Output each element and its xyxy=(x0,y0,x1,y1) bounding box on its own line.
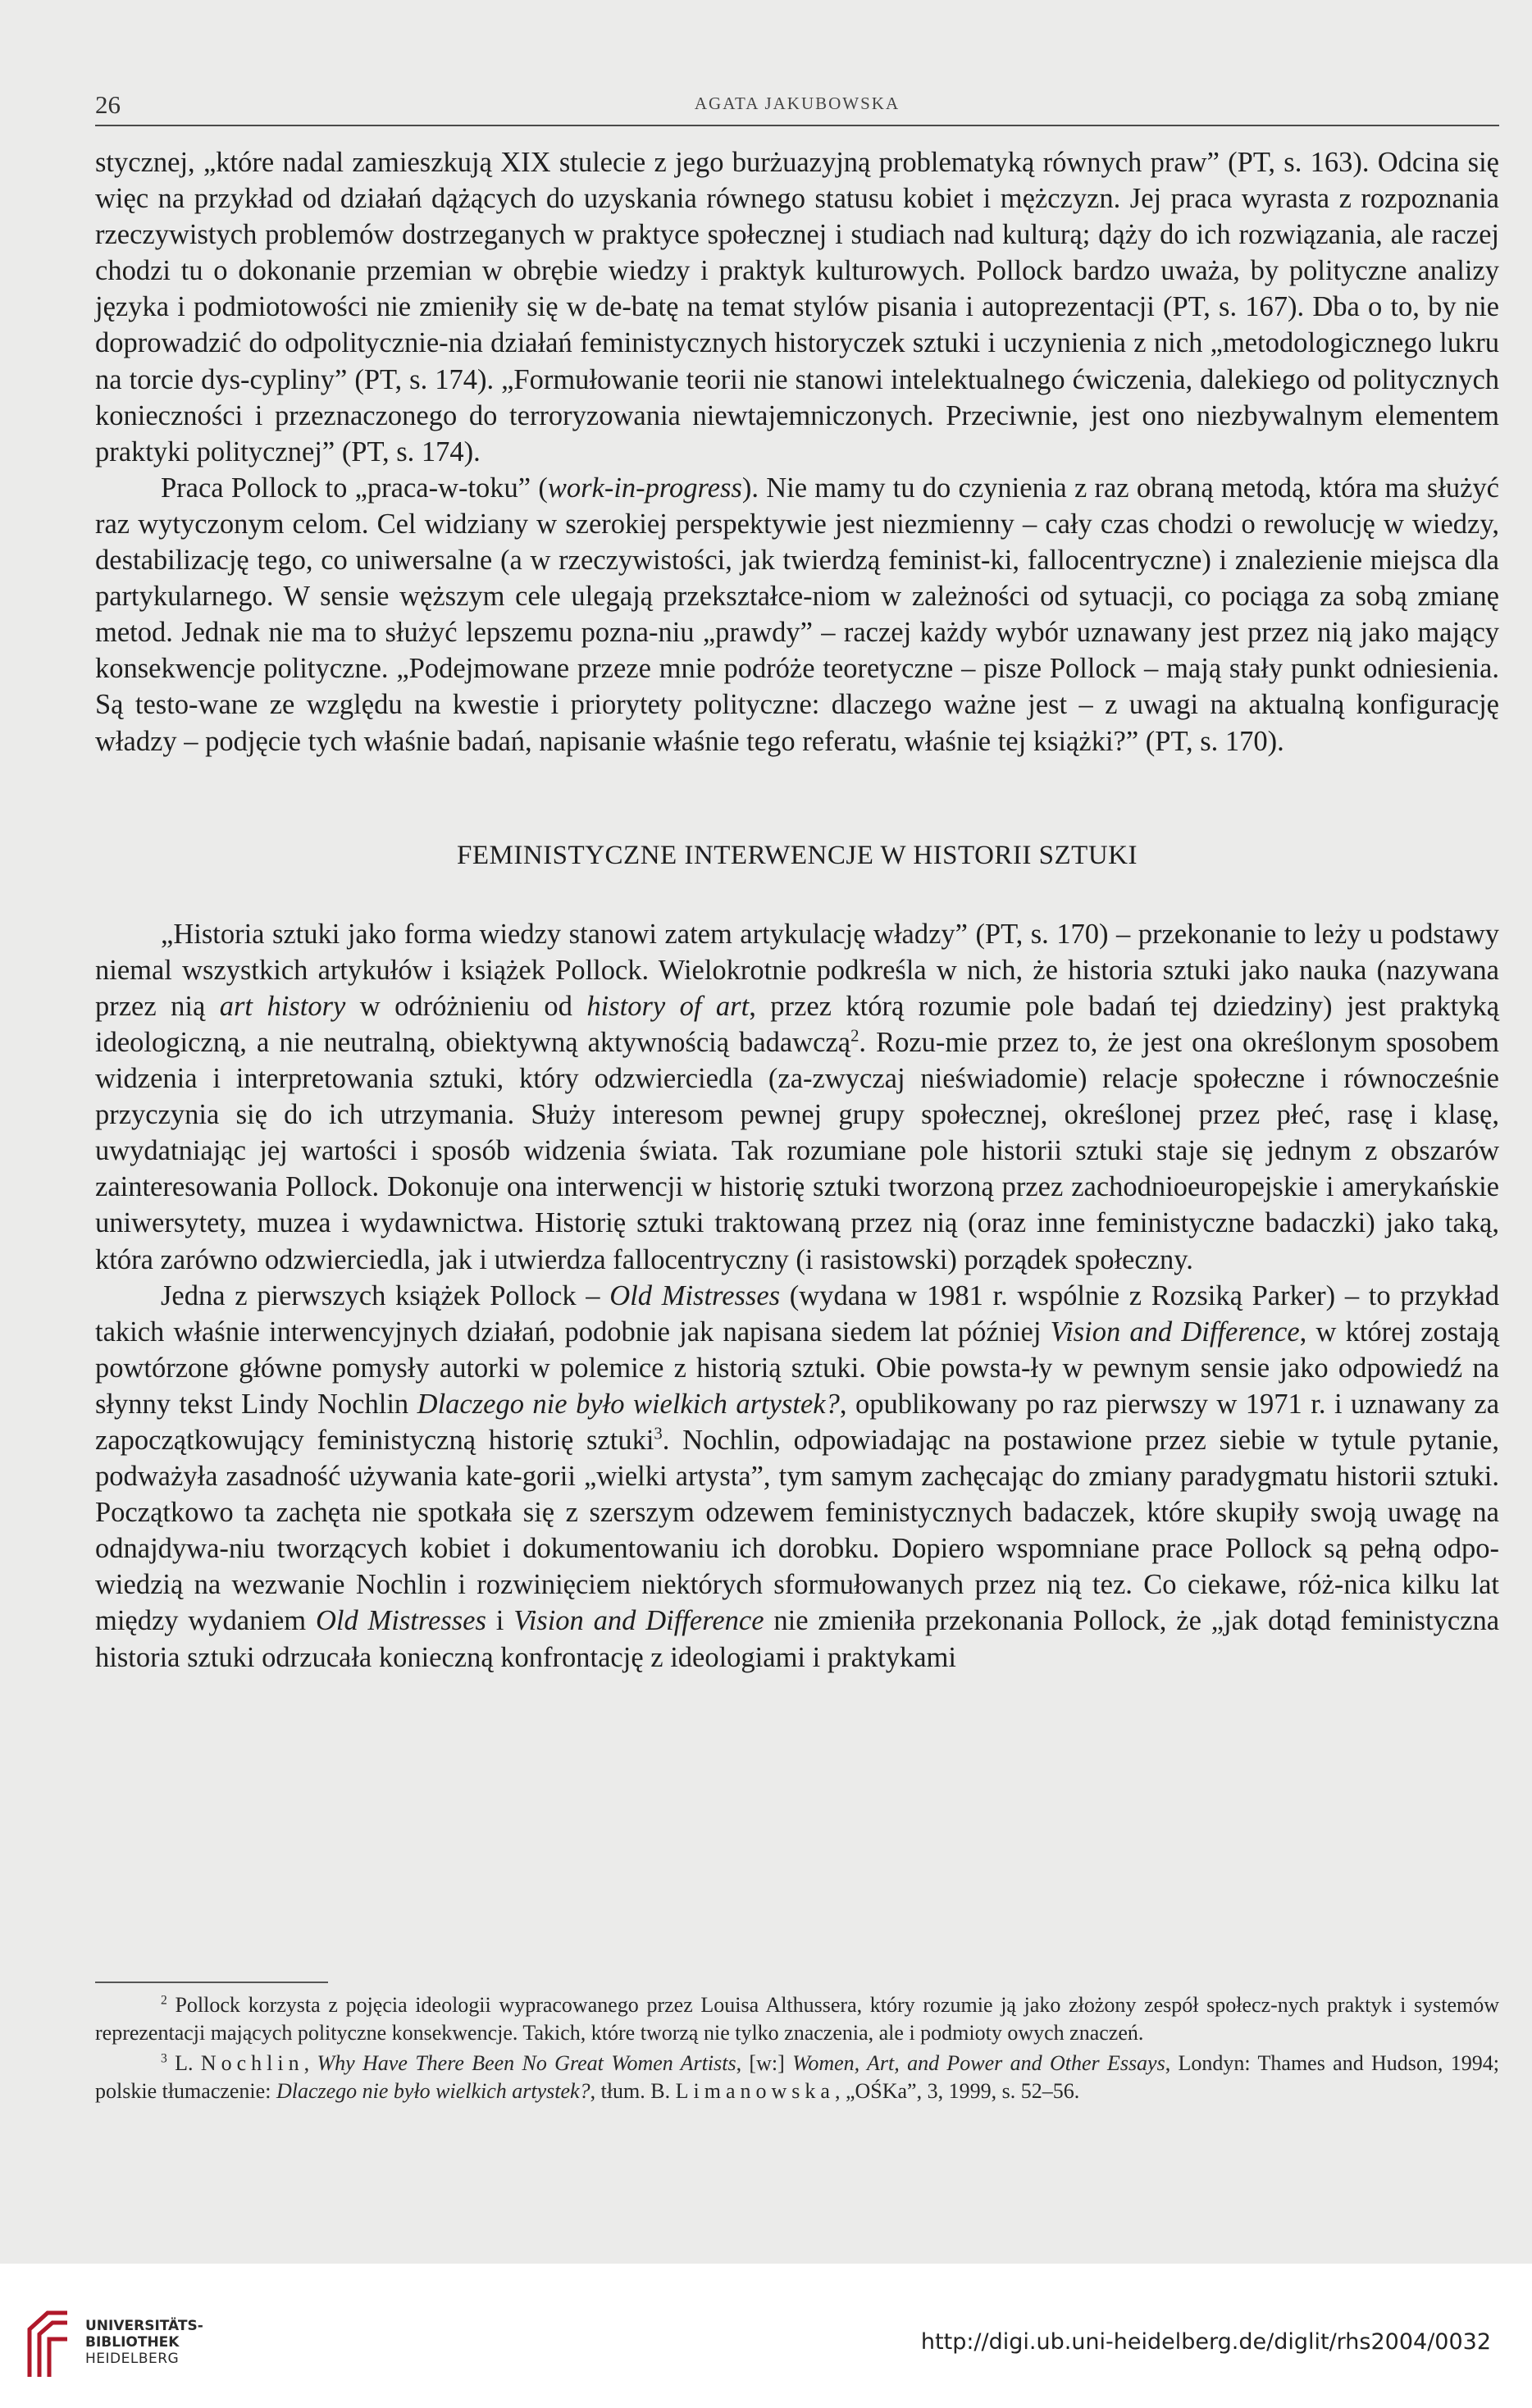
footnote-3 xyxy=(95,2050,1499,2105)
section-heading: FEMINISTYCZNE INTERWENCJE W HISTORII SZTUKI xyxy=(457,840,1138,870)
paragraph-2-text-d: niom w zależności od sytuacji, co pociąga za sobą zmianę metod. Jednak nie ma to służyć lepszemu pozna- xyxy=(95,581,1499,649)
library-name xyxy=(85,2318,203,2367)
paragraph-3 xyxy=(95,916,1499,1278)
paragraph-2-text-e: niu „prawdy” – raczej każdy wybór uznawany jest przez nią jako mający konsekwencje polityczne. „Podejmowane przeze mnie podróże teoretyczne – pisze Pollock – mają stały punkt odniesienia. Są testo- xyxy=(95,617,1500,721)
paragraph-3-text-d: . Rozu- xyxy=(859,1026,946,1058)
paragraph-4-text-c: , w której zostają powtórzone główne pomysły autorki w polemice z historią sztuki. Obie powsta- xyxy=(95,1316,1500,1384)
paragraph-4-text-b: (wydana w 1981 r. wspólnie z Rozsiką Parker) – to przykład takich właśnie interwencyjnych działań, podobnie jak napisana siedem lat później xyxy=(95,1279,1500,1348)
paragraph-4-text-g: gorii „wielki artysta”, tym samym zachęcając do zmiany paradygmatu historii sztuki. Początkowo ta zachęta nie spotkała się z szerszym odzewem feministycznych badaczek, które skupiły swoją uwagę na odnajdywa- xyxy=(95,1461,1499,1565)
footnote-3-author: Nochlin xyxy=(200,2051,304,2076)
footnote-3-text-d: , Londyn: Thames and Hudson, 1994; polskie tłumaczenie: xyxy=(95,2051,1499,2103)
digitization-footer xyxy=(0,2264,1532,2408)
paragraph-4-text-a: Jedna z pierwszych książek Pollock – xyxy=(161,1279,610,1311)
paragraph-2-text-b: ). Nie mamy tu do czynienia z raz obraną metodą, która ma służyć raz wytyczonym celom. Cel widziany w szerokiej perspektywie jest niezmienny – cały czas chodzi o rewolucję w wiedzy, destabilizację tego, co uniwersalne (a w rzeczywistości, jak twierdzą feminist- xyxy=(95,472,1499,577)
footnote-3-translator: Limanowska xyxy=(675,2078,835,2103)
paragraph-4-italic-old-mistresses-2: Old Mistresses xyxy=(315,1605,486,1637)
paragraph-4-text-k: i xyxy=(486,1605,514,1637)
library-name-line-1: UNIVERSITÄTS- xyxy=(85,2318,203,2334)
paragraph-3-text-b: w odróżnieniu od xyxy=(345,990,587,1022)
paragraph-4-text-d: ły w pewnym sensie jako odpowiedź na słynny tekst Lindy Nochlin xyxy=(95,1352,1499,1420)
paragraph-4-italic-vision-and-difference-2: Vision and Difference xyxy=(513,1605,764,1637)
paragraph-1-text-a: stycznej, „które nadal zamieszkują XIX stulecie z jego burżuazyjną problematyką równych praw” (PT, s. 163). Odcina się więc na przykład od działań dążących do uzyskania równego statusu kobiet i mężczyzn. Jej praca wyrasta z rozpoznania rzeczywistych problemów dostrzeganych w praktyce społecznej i studiach nad kulturą; dąży do ich rozwiązania, ale raczej chodzi tu o dokonanie przemian w obrębie wiedzy i praktyk kulturowych. Pollock bardzo uważa, by polityczne analizy języka i podmiotowości nie zmieniły się w de- xyxy=(95,147,1499,323)
paragraph-1-text-c: nia działań feministycznych historyczek sztuki i uczynienia z nich „metodologicznego lukru na torcie dys- xyxy=(95,327,1499,395)
paragraph-4-text-l: nie zmieniła przekonania Pollock, że „jak dotąd feministyczna historia sztuki odrzucała konieczną konfrontację z ideologiami i praktykami xyxy=(95,1605,1500,1673)
paragraph-1 xyxy=(95,144,1499,470)
footnote-3-text-b: , xyxy=(303,2051,317,2076)
footnote-divider xyxy=(95,1982,328,1983)
running-head: AGATA JAKUBOWSKA xyxy=(694,93,901,113)
footnotes xyxy=(95,1991,1499,2108)
library-name-line-3: HEIDELBERG xyxy=(85,2351,180,2367)
footnote-3-marker: 3 xyxy=(161,2051,167,2066)
footnote-3-text-c: , [w:] xyxy=(736,2051,793,2076)
footnote-ref-2[interactable]: 2 xyxy=(850,1027,859,1046)
footnote-3-text-e: , tłum. B. xyxy=(590,2078,676,2103)
footnote-3-italic-polish-title: Dlaczego nie było wielkich artystek? xyxy=(276,2078,590,2103)
library-name-line-2: BIBLIOTHEK xyxy=(85,2334,180,2351)
paragraph-4-italic-vision-and-difference: Vision and Difference xyxy=(1050,1316,1300,1348)
paragraph-4-text-h: niu tworzących kobiet i dokumentowaniu ich dorobku. Dopiero wspomniane prace Pollock są pełną odpo- xyxy=(228,1533,1499,1565)
paragraph-4-text-e: , opublikowany po raz pierwszy w 1971 r. i uznawany za zapoczątkowujący feministyczną historię sztuki xyxy=(95,1388,1500,1456)
paragraph-4-text-f: . Nochlin, odpowiadając na postawione przez siebie w tytule pytanie, podważyła zasadność używania kate- xyxy=(95,1425,1499,1493)
footnote-2-text-a: Pollock korzysta z pojęcia ideologii wypracowanego przez Louisa Althussera, który rozumie ją jako złożony zespół społecz- xyxy=(166,1993,1278,2017)
footnote-2-marker: 2 xyxy=(161,1993,167,2008)
footnote-ref-3[interactable]: 3 xyxy=(654,1425,663,1443)
digitization-url-link[interactable]: http://digi.ub.uni-heidelberg.de/diglit/rhs2004/0032 xyxy=(920,2329,1491,2355)
paragraph-3-italic-art-history: art history xyxy=(219,990,346,1022)
footnote-2 xyxy=(95,1991,1499,2046)
paragraph-3-text-e: mie przez to, że jest ona określonym sposobem widzenia i interpretowania sztuki, który odzwierciedla (za- xyxy=(95,1026,1499,1095)
paragraph-4-text-j: nica kilku lat między wydaniem xyxy=(95,1569,1499,1637)
page-header xyxy=(95,89,1499,126)
paragraph-1-text-b: batę na temat stylów pisania i autoprezentacji (PT, s. 167). Dba o to, by nie doprowadzić do odpolitycznie- xyxy=(95,291,1499,359)
page-number: 26 xyxy=(95,90,121,119)
paragraph-4-italic-nochlin-title: Dlaczego nie było wielkich artystek? xyxy=(417,1388,840,1420)
paragraph-3-italic-history-of-art: history of art xyxy=(586,990,750,1022)
footnote-3-text-f: , „OŚKa”, 3, 1999, s. 52–56. xyxy=(834,2078,1080,2103)
paragraph-2-text-f: wane ze względu na kwestie i priorytety polityczne: dlaczego ważne jest – z uwagi na aktualną konfigurację władzy – podjęcie tych właśnie badań, napisanie właśnie tego referatu, właśnie tej książki?” (PT, s. 170). xyxy=(95,689,1499,757)
paragraph-3-text-c: , przez którą rozumie pole badań tej dziedziny) jest praktyką ideologiczną, a nie neutralną, obiektywną aktywnością badawczą xyxy=(95,990,1500,1058)
paragraph-2 xyxy=(95,470,1499,759)
paragraph-4-italic-old-mistresses: Old Mistresses xyxy=(609,1279,781,1311)
article-body xyxy=(95,144,1499,1676)
footnote-3-italic-title: Why Have There Been No Great Women Artists xyxy=(317,2051,736,2076)
paragraph-4 xyxy=(95,1278,1499,1676)
paragraph-2-text-a: Praca Pollock to „praca-w-toku” ( xyxy=(161,472,548,504)
heidelberg-library-logo-icon[interactable] xyxy=(23,2306,74,2378)
footnote-2-text-b: nych praktyk i systemów reprezentacji mających polityczne konsekwencje. Takich, które tworzą nie tylko znaczenia, ale i podmioty owych znaczeń. xyxy=(95,1993,1500,2045)
footnote-3-italic-book: Women, Art, and Power and Other Essays xyxy=(792,2051,1165,2076)
paragraph-2-text-c: ki, fallocentryczne) i znalezienie miejsca dla partykularnego. W sensie węższym cele ulegają przekształce- xyxy=(95,545,1499,613)
paragraph-4-text-i: wiedzią na wezwanie Nochlin i rozwinięciem niektórych sformułowanych przez nią tez. Co ciekawe, róż- xyxy=(95,1569,1344,1601)
paragraph-2-italic-work-in-progress: work-in-progress xyxy=(547,472,742,504)
paragraph-3-text-a: „Historia sztuki jako forma wiedzy stanowi zatem artykulację władzy” (PT, s. 170) – przekonanie to leży u podstawy niemal wszystkich artykułów i książek Pollock. Wielokrotnie podkreśla w nich, że historia sztuki jako nauka (nazywana przez nią xyxy=(95,918,1499,1022)
paragraph-1-text-d: cypliny” (PT, s. 174). „Formułowanie teorii nie stanowi intelektualnego ćwiczenia, dalekiego od politycznych konieczności i przeznaczonego do terroryzowania niewtajemniczonych. Przeciwnie, jest ono niezbywalnym elementem praktyki politycznej” (PT, s. 174). xyxy=(95,363,1500,467)
footnote-3-text-a: L. xyxy=(166,2051,201,2076)
paragraph-3-text-f: zwyczaj nieświadomie) relacje społeczne i równocześnie przyczynia się do ich utrzymania. Służy interesom pewnej grupy społecznej, określonej przez płeć, rasę i klasę, uwydatniając jej wartości i sposób widzenia świata. Tak rozumiane pole historii sztuki staje się jednym z obszarów zainteresowania Pollock. Dokonuje ona interwencji w historię sztuki tworzoną przez zachodnioeuropejskie i amerykańskie uniwersytety, muzea i wydawnictwa. Historię sztuki traktowaną przez nią (oraz inne feministyczne badaczki) jako taką, która zarówno odzwierciedla, jak i utwierdza fallocentryczny (i rasistowski) porządek społeczny. xyxy=(95,1063,1499,1275)
